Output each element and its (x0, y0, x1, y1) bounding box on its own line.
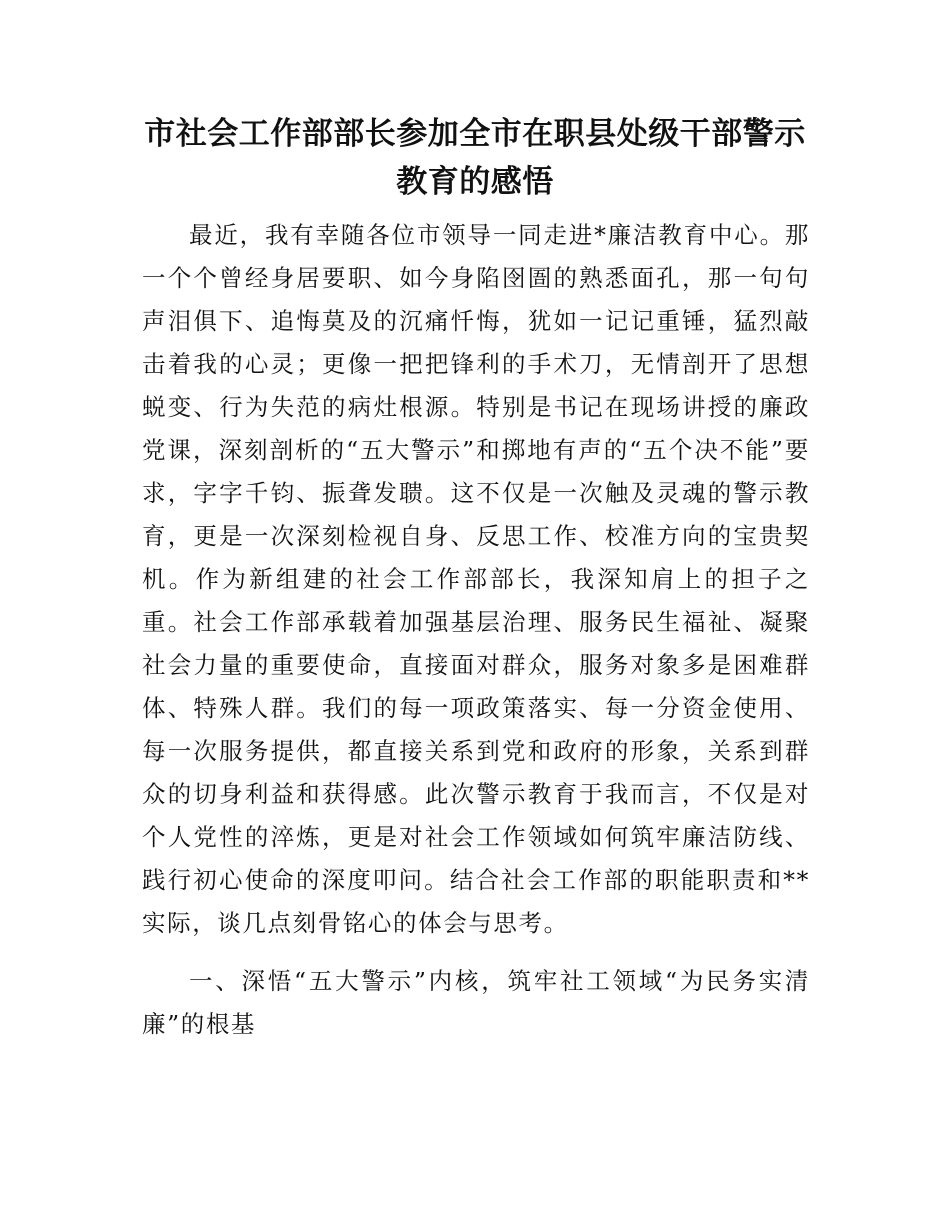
section-heading-1: 一、深悟“五大警示”内核，筑牢社工领域“为民务实清廉”的根基 (142, 967, 810, 1038)
intro-paragraph: 最近，我有幸随各位市领导一同走进*廉洁教育中心。那一个个曾经身居要职、如今身陷囹圄的熟悉面孔，那一句句声泪俱下、追悔莫及的沉痛忏悔，犹如一记记重锤，猛烈敲击着我的心灵；更像一把把锋利的手术刀，无情剖开了思想蜕变、行为失范的病灶根源。特别是书记在现场讲授的廉政党课，深刻剖析的“五大警示”和掷地有声的“五个决不能”要求，字字千钧、振聋发聩。这不仅是一次触及灵魂的警示教育，更是一次深刻检视自身、反思工作、校准方向的宝贵契机。作为新组建的社会工作部部长，我深知肩上的担子之重。社会工作部承载着加强基层治理、服务民生福祉、凝聚社会力量的重要使命，直接面对群众，服务对象多是困难群体、特殊人群。我们的每一项政策落实、每一分资金使用、每一次服务提供，都直接关系到党和政府的形象，关系到群众的切身利益和获得感。此次警示教育于我而言，不仅是对个人党性的淬炼，更是对社会工作领域如何筑牢廉洁防线、践行初心使命的深度叩问。结合社会工作部的职能职责和**实际，谈几点刻骨铭心的体会与思考。 (142, 221, 810, 937)
document-title: 市社会工作部部长参加全市在职县处级干部警示教育的感悟 (144, 116, 806, 200)
